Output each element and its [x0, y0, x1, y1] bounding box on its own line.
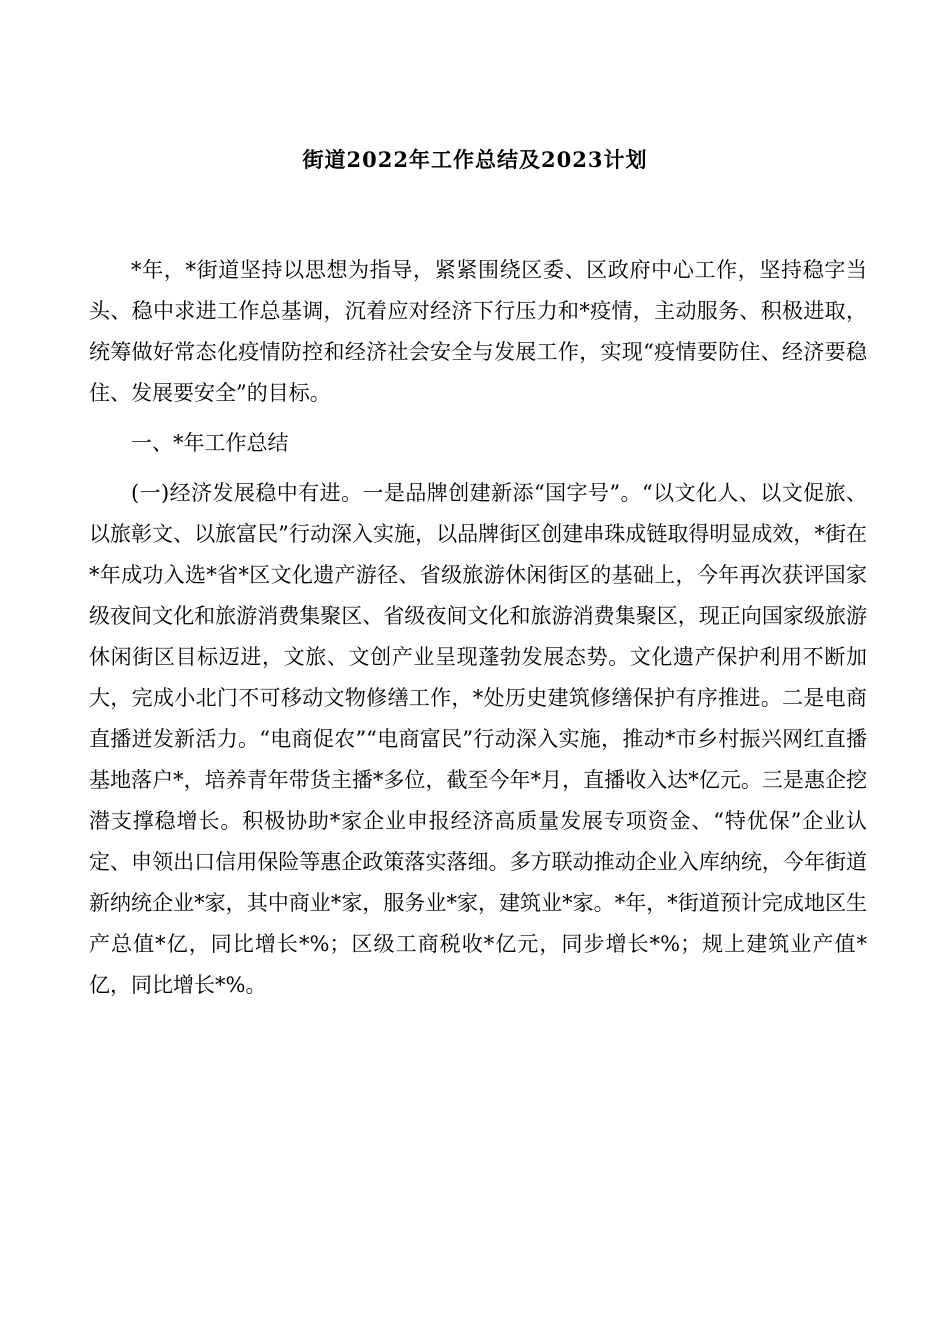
intro-paragraph: *年，*街道坚持以思想为指导，紧紧围绕区委、区政府中心工作，坚持稳字当头、稳中求进工作总基调，沉着应对经济下行压力和*疫情，主动服务、积极进取，统筹做好常态化疫情防控和经济社会安全与发展工作，实现“疫情要防住、经济要稳住、发展要安全”的目标。	[89, 258, 867, 405]
document-title: 街道2022年工作总结及2023计划	[302, 147, 648, 172]
economy-paragraph: (一)经济发展稳中有进。一是品牌创建新添“国字号”。“以文化人、以文促旅、以旅彰文、以旅富民”行动深入实施，以品牌街区创建串珠成链取得明显成效，*街在*年成功入选*省*区文化遗产游径、省级旅游休闲街区的基础上，今年再次获评国家级夜间文化和旅游消费集聚区、省级夜间文化和旅游消费集聚区，现正向国家级旅游休闲街区目标迈进，文旅、文创产业呈现蓬勃发展态势。文化遗产保护利用不断加大，完成小北门不可移动文物修缮工作，*处历史建筑修缮保护有序推进。二是电商直播迸发新活力。“电商促农”“电商富民”行动深入实施，推动*市乡村振兴网红直播基地落户*，培养青年带货主播*多位，截至今年*月，直播收入达*亿元。三是惠企挖潜支撑稳增长。积极协助*家企业申报经济高质量发展专项资金、“特优保”企业认定、申领出口信用保险等惠企政策落实落细。多方联动推动企业入库纳统，今年街道新纳统企业*家，其中商业*家，服务业*家，建筑业*家。*年，*街道预计完成地区生产总值*亿，同比增长*%；区级工商税收*亿元，同步增长*%；规上建筑业产值*亿，同比增长*%。	[89, 481, 867, 997]
section-heading: 一、*年工作总结	[131, 431, 289, 455]
document-body	[89, 250, 867, 1006]
